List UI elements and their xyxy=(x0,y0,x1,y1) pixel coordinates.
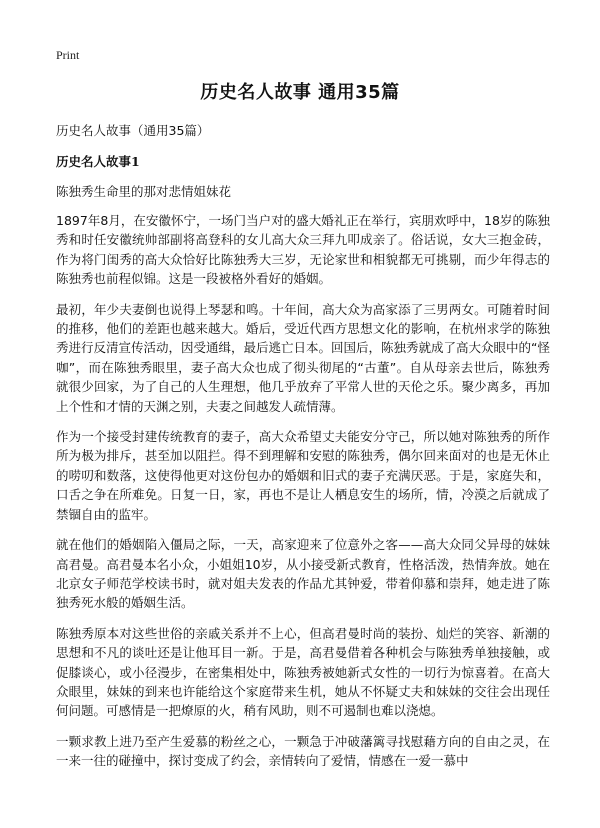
story-title: 陈独秀生命里的那对悲情姐妹花 xyxy=(56,184,232,199)
document-title: 历史名人故事 通用35篇 xyxy=(200,82,400,103)
paragraph-3: 作为一个接受封建传统教育的妻子，高大众希望丈夫能安分守己，所以她对陈独秀的所作所为极为排斥，甚至加以阻拦。得不到理解和安慰的陈独秀，偶尔回来面对的也是无休止的唠叨和数落，这使得他更对这份包办的婚姻和旧式的妻子充满厌恶。于是，家庭失和，口舌之争在所难免。日复一日，家，再也不是让人栖息安生的场所，情，冷漠之后就成了禁锢自由的监牢。 xyxy=(56,429,550,522)
paragraph-6: 一颗求教上进乃至产生爱慕的粉丝之心，一颗急于冲破藩篱寻找慰藉方向的自由之灵，在一来一往的碰撞中，探讨变成了约会，亲情转向了爱情，情感在一爱一慕中 xyxy=(56,733,550,769)
paragraph-4: 就在他们的婚姻陷入僵局之际，一天，高家迎来了位意外之客——高大众同父异母的妹妹高君曼。高君曼本名小众，小姐姐10岁，从小接受新式教育，性格活泼，热情奔放。她在北京女子师范学校读书时，就对姐夫发表的作品尤其钟爱，带着仰慕和崇拜，她走进了陈独秀死水般的婚姻生活。 xyxy=(56,537,550,611)
document-subtitle: 历史名人故事（通用35篇） xyxy=(56,123,210,138)
section-heading: 历史名人故事1 xyxy=(56,154,140,169)
paragraph-5: 陈独秀原本对这些世俗的亲戚关系并不上心，但高君曼时尚的装扮、灿烂的笑容、新潮的思想和不凡的谈吐还是让他耳目一新。于是，高君曼借着各种机会与陈独秀单独接触，或促膝谈心，或小径漫步，在密集相处中，陈独秀被她新式女性的一切行为惊喜着。在高大众眼里，妹妹的到来也许能给这个家庭带来生机，她从不怀疑丈夫和妹妹的交往会出现任何问题。可感情是一把燎原的火，稍有风助，则不可遏制也难以浇熄。 xyxy=(56,625,550,719)
print-link[interactable]: Print xyxy=(56,48,80,62)
paragraph-2: 最初，年少夫妻倒也说得上琴瑟和鸣。十年间，高大众为高家添了三男两女。可随着时间的推移，他们的差距也越来越大。婚后，受近代西方思想文化的影响，在杭州求学的陈独秀进行反清宣传活动，因受通缉，最后逃亡日本。回国后，陈独秀就成了高大众眼中的“怪咖”，而在陈独秀眼里，妻子高大众也成了彻头彻尾的“古董”。自从母亲去世后，陈独秀就很少回家，为了自己的人生理想，他几乎放弃了平常人世的天伦之乐。聚少离多，再加上个性和才情的天渊之别，夫妻之间越发人疏情薄。 xyxy=(56,301,550,414)
paragraph-1: 1897年8月，在安徽怀宁，一场门当户对的盛大婚礼正在举行，宾朋欢呼中，18岁的陈独秀和时任安徽统帅部副将高登科的女儿高大众三拜九叩成亲了。俗话说，女大三抱金砖，作为将门闺秀的高大众恰好比陈独秀大三岁，无论家世和相貌都无可挑剔，而少年得志的陈独秀也前程似锦。这是一段被格外看好的婚姻。 xyxy=(56,213,550,287)
story-body xyxy=(56,211,550,782)
